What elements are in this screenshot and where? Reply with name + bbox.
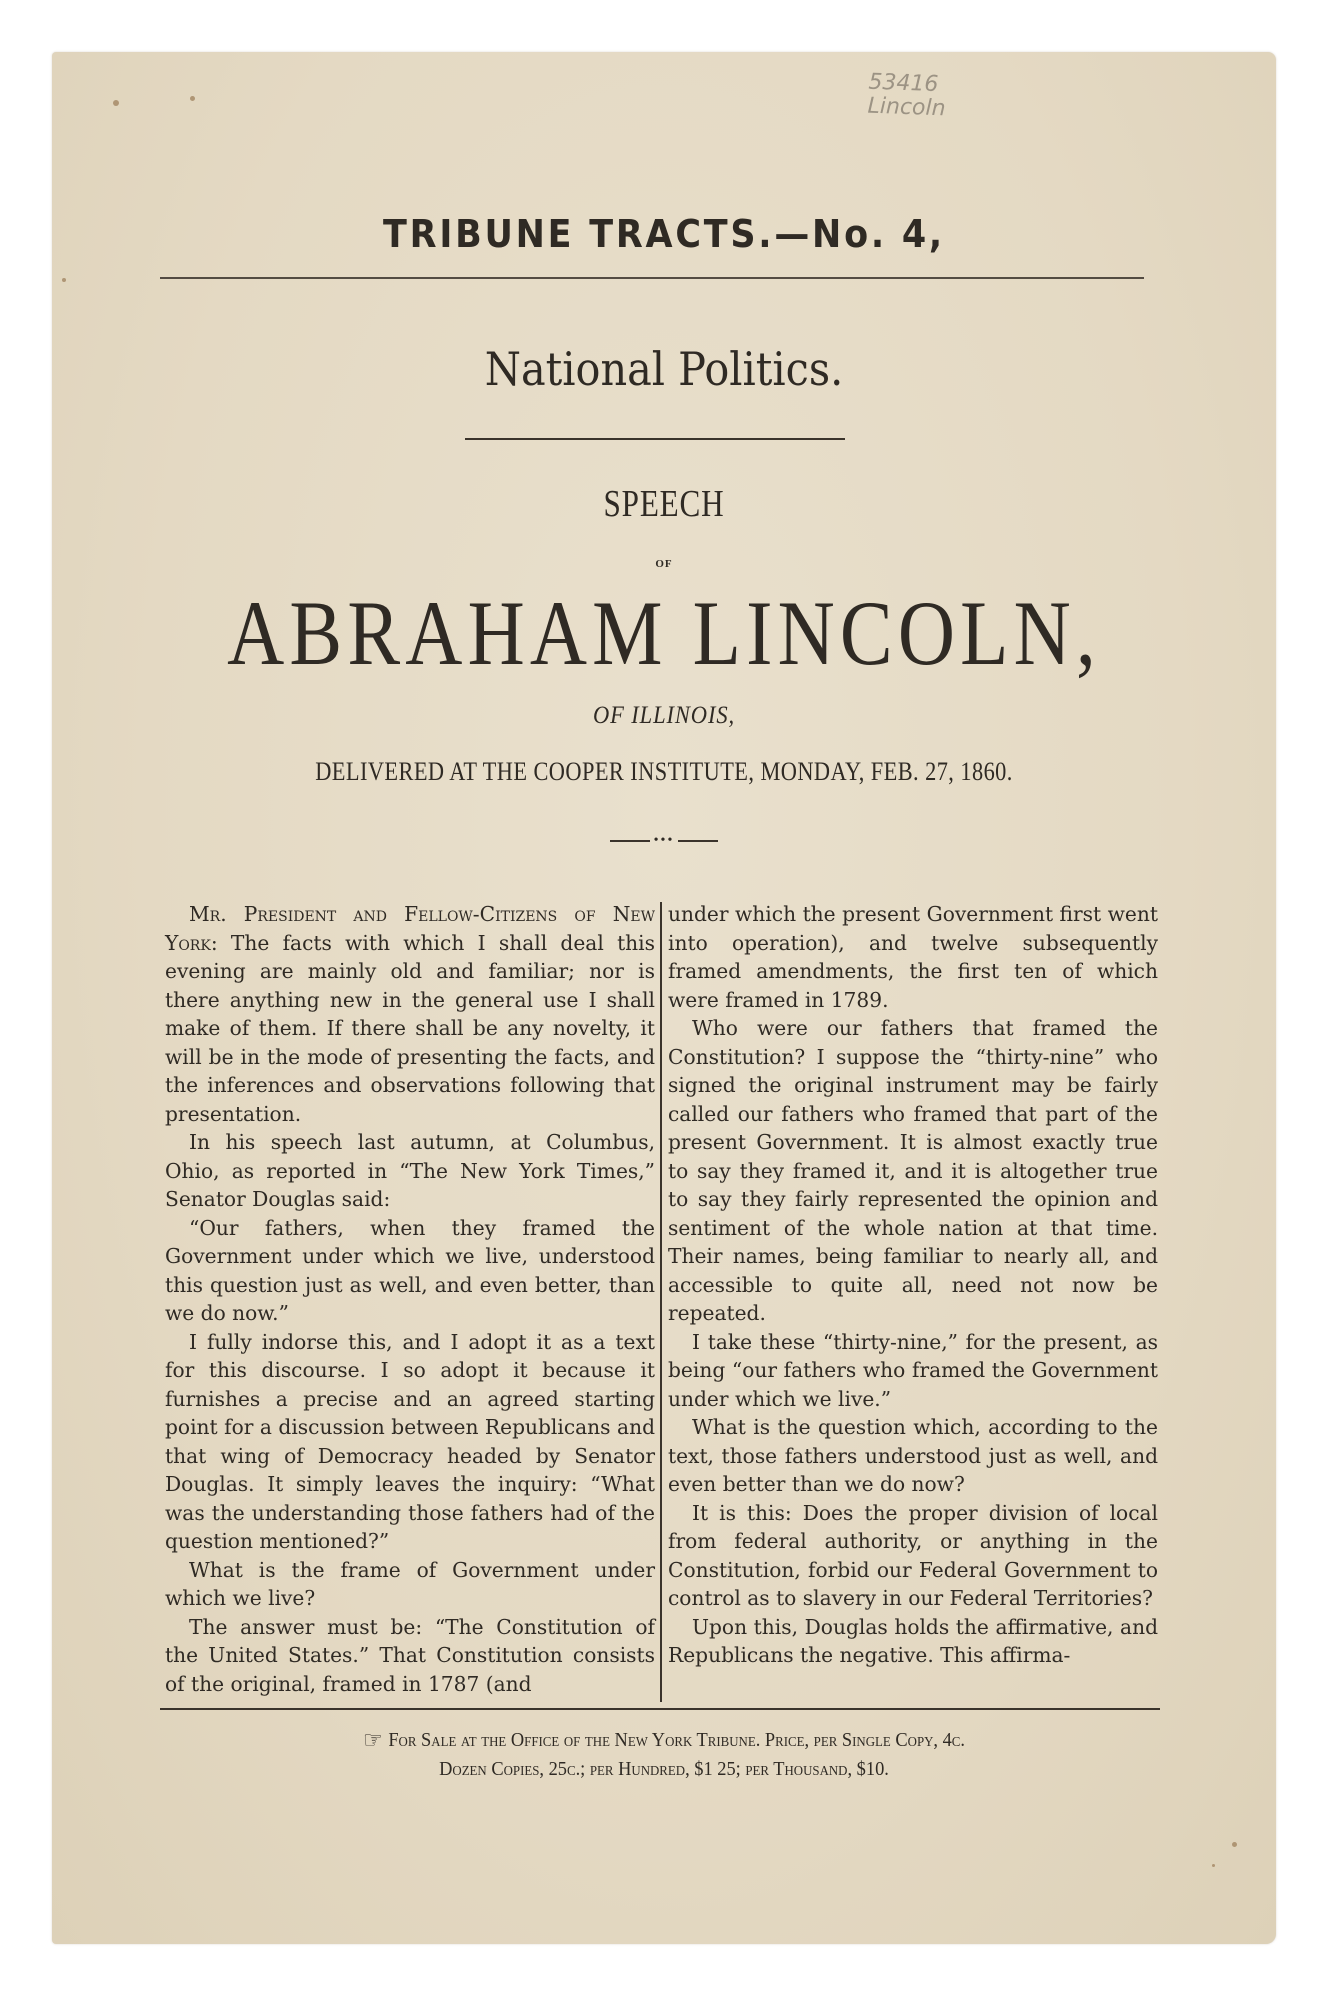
ornament-line	[678, 840, 718, 842]
footer-sale-line	[101, 1726, 1227, 1755]
annotation-number: 53416	[868, 69, 939, 98]
speaker-name: ABRAHAM LINCOLN,	[227, 582, 1101, 684]
foxing-spot	[113, 100, 119, 106]
foxing-spot	[1212, 1864, 1215, 1867]
paragraph: I take these “thirty-nine,” for the present, as being “our fathers who framed the Government under which we live.”	[668, 1329, 1158, 1411]
ornament-dots: •••	[653, 832, 675, 848]
header-rule	[160, 277, 1144, 279]
paragraph: Who were our fathers that framed the Constitution? I suppose the “thirty-nine” who signed the original instrument may be fairly called our fathers who framed that part of the present Government. It is almost exactly true to say they framed it, and it is altogether true to say they fairly represented the opinion and sentiment of the whole nation at that time. Their names, being familiar to nearly all, and accessible to quite all, need not now be repeated.	[668, 1016, 1158, 1325]
footer-line-2: Dozen Copies, 25c.; per Hundred, $1 25; per Thousand, $10.	[439, 1758, 889, 1780]
quote-paragraph: “Our fathers, when they framed the Government under which we live, understood this question just as well, and even better, than we do now.”	[165, 1215, 655, 1325]
document-page	[52, 52, 1276, 1944]
speech-label: SPEECH	[603, 483, 725, 525]
left-column	[165, 900, 655, 1698]
footer-price-line	[101, 1758, 1227, 1781]
ornament-divider	[52, 826, 1276, 852]
paragraph: Mr. President and Fellow-Citizens of New York: The facts with which I shall deal this evening are mainly old and familiar; nor is there anything new in the general use I shall make of them. If there shall be any novelty, it will be in the mode of presenting the facts, and the inferences and observations following that presentation.	[165, 902, 655, 1126]
ornament-line	[610, 840, 650, 842]
paragraph: The answer must be: “The Constitution of the United States.” That Constitution consists of the original, framed in 1787 (and	[165, 1614, 655, 1696]
annotation-name: Lincoln	[867, 93, 946, 122]
foxing-spot	[62, 278, 66, 282]
series-title: TRIBUNE TRACTS.—No. 4,	[383, 212, 945, 256]
footer-rule	[160, 1708, 1160, 1710]
pointing-hand-icon: ☞	[363, 1728, 383, 1754]
column-divider	[660, 902, 662, 1702]
foxing-spot	[190, 96, 195, 101]
paragraph: I fully indorse this, and I adopt it as a text for this discourse. I so adopt it because it furnishes a precise and an agreed starting point for a discussion between Republicans and that wing of Democracy headed by Senator Douglas. It simply leaves the inquiry: “What was the understanding those fathers had of the question mentioned?”	[165, 1329, 655, 1553]
delivery-line: DELIVERED AT THE COOPER INSTITUTE, MONDAY, FEB. 27, 1860.	[315, 757, 1013, 786]
handwritten-annotation	[867, 71, 947, 122]
paragraph: Upon this, Douglas holds the affirmative, and Republicans the negative. This affirma-	[668, 1614, 1158, 1667]
section-rule	[465, 438, 845, 440]
paragraph: In his speech last autumn, at Columbus, Ohio, as reported in “The New York Times,” Senator Douglas said:	[165, 1130, 655, 1211]
speaker-origin: OF ILLINOIS,	[592, 702, 736, 729]
paragraph: What is the question which, according to the text, those fathers understood just as well, and even better than we do now?	[668, 1415, 1158, 1496]
paragraph: What is the frame of Government under which we live?	[165, 1557, 655, 1610]
footer-line-1: For Sale at the Office of the New York Tribune. Price, per Single Copy, 4c.	[388, 1729, 965, 1751]
paragraph: It is this: Does the proper division of local from federal authority, or anything in the Constitution, forbid our Federal Government to control as to slavery in our Federal Territories?	[668, 1500, 1158, 1610]
section-title: National Politics.	[484, 342, 844, 396]
right-column	[668, 900, 1158, 1670]
salutation: Mr. President and Fellow-Citizens of New York	[165, 902, 655, 955]
foxing-spot	[1232, 1842, 1237, 1847]
paragraph: under which the present Government first went into operation), and twelve subsequently framed amendments, the first ten of which were framed in 1789.	[668, 902, 1158, 1012]
of-label: OF	[655, 558, 673, 570]
